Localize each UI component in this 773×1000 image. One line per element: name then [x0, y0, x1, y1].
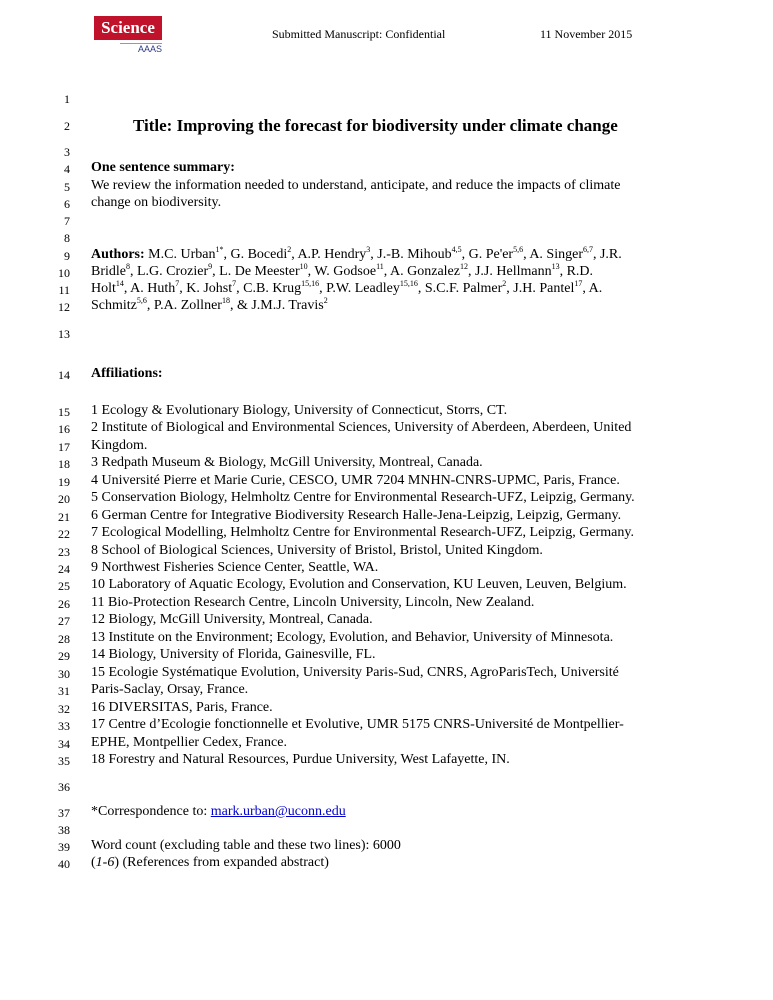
affiliation-line: Paris-Saclay, Orsay, France.: [91, 682, 249, 697]
line-number: 26: [58, 597, 70, 611]
author-affil: 5,6: [513, 245, 524, 254]
line-number: 4: [64, 162, 70, 176]
line-number: 32: [58, 702, 70, 716]
author-affil: 2: [323, 296, 328, 305]
author-affil: 18: [221, 296, 230, 305]
correspondence: [91, 804, 346, 820]
authors-line-2: [91, 264, 593, 280]
author: , S.C.F. Palmer: [417, 281, 503, 296]
line-number: 17: [58, 440, 70, 454]
affiliation-line: 9 Northwest Fisheries Science Center, Seattle, WA.: [91, 560, 379, 575]
line-number: 37: [58, 806, 70, 820]
affiliation-line: 8 School of Biological Sciences, University of Bristol, Bristol, United Kingdom.: [91, 543, 543, 558]
author: , G. Pe'er: [461, 247, 514, 262]
science-logo: [94, 16, 162, 54]
line-number: 40: [58, 857, 70, 871]
line-number: 29: [58, 649, 70, 663]
affiliation-line: 13 Institute on the Environment; Ecology, Evolution, and Behavior, University of Minnesota.: [91, 630, 614, 645]
line-number: 28: [58, 632, 70, 646]
line-number: 16: [58, 422, 70, 436]
affiliation-line: 15 Ecologie Systématique Evolution, University Paris-Sud, CNRS, AgroParisTech, Université: [91, 665, 619, 680]
affiliation-line: 3 Redpath Museum & Biology, McGill University, Montreal, Canada.: [91, 455, 483, 470]
author: Bridle: [91, 264, 126, 279]
affiliation-line: Kingdom.: [91, 438, 148, 453]
author-affil: 7: [232, 279, 237, 288]
summary-line: We review the information needed to understand, anticipate, and reduce the impacts of climate: [91, 178, 621, 193]
author: , A.P. Hendry: [291, 247, 367, 262]
line-number: 11: [58, 283, 70, 297]
line-number: 13: [58, 327, 70, 341]
author-affil: 2: [502, 279, 507, 288]
affiliation-line: 16 DIVERSITAS, Paris, France.: [91, 700, 273, 715]
author: , J.R.: [592, 247, 622, 262]
affiliation-line: 1 Ecology & Evolutionary Biology, University of Connecticut, Storrs, CT.: [91, 403, 508, 418]
affiliation-line: 18 Forestry and Natural Resources, Purdue University, West Lafayette, IN.: [91, 752, 510, 767]
line-number: 27: [58, 614, 70, 628]
author: , A. Singer: [523, 247, 583, 262]
author: , J.-B. Mihoub: [370, 247, 452, 262]
line-number: 5: [64, 180, 70, 194]
affiliations-heading: Affiliations:: [91, 366, 163, 381]
line-number: 23: [58, 545, 70, 559]
author-affil: 8: [126, 262, 130, 271]
authors-line-4: [91, 298, 328, 314]
line-number: 25: [58, 579, 70, 593]
author: , J.J. Hellmann: [467, 264, 552, 279]
author: , L. De Meester: [212, 264, 300, 279]
manuscript-label: Submitted Manuscript: Confidential: [272, 27, 446, 41]
line-number: 18: [58, 457, 70, 471]
author: , & J.M.J. Travis: [229, 298, 324, 313]
author-affil: 17: [574, 279, 583, 288]
author-affil: 1*: [215, 245, 224, 254]
authors-line-1: [91, 247, 622, 263]
references-text: ) (References from expanded abstract): [114, 855, 329, 870]
line-number: 15: [58, 405, 70, 419]
line-number: 33: [58, 719, 70, 733]
affiliation-line: 2 Institute of Biological and Environmental Sciences, University of Aberdeen, Aberdeen, United: [91, 420, 632, 435]
affiliation-line: 5 Conservation Biology, Helmholtz Centre for Environmental Research-UFZ, Leipzig, Germany.: [91, 490, 635, 505]
authors-line-3: [91, 281, 602, 297]
line-number: 35: [58, 754, 70, 768]
line-number: 14: [58, 368, 70, 382]
logo-aaas: AAAS: [120, 43, 162, 55]
author: M.C. Urban: [148, 247, 216, 262]
author: , A.: [582, 281, 603, 296]
author: , G. Bocedi: [223, 247, 288, 262]
word-count: Word count (excluding table and these two lines): 6000: [91, 838, 401, 853]
author-affil: 11: [376, 262, 384, 271]
author-affil: 9: [208, 262, 213, 271]
affiliation-line: 10 Laboratory of Aquatic Ecology, Evolution and Conservation, KU Leuven, Leuven, Belgium.: [91, 577, 627, 592]
line-number: 39: [58, 840, 70, 854]
references-note: (1-6) (References from expanded abstract): [91, 855, 329, 870]
author: , L.G. Crozier: [130, 264, 209, 279]
line-number: 38: [58, 823, 70, 837]
author: , R.D.: [559, 264, 594, 279]
author-affil: 14: [115, 279, 124, 288]
affiliation-line: 7 Ecological Modelling, Helmholtz Centre for Environmental Research-UFZ, Leipzig, Germany.: [91, 525, 634, 540]
line-number: 36: [58, 780, 70, 794]
author: , K. Johst: [179, 281, 233, 296]
authors-label: Authors:: [91, 247, 145, 262]
logo-wordmark: Science: [94, 16, 162, 40]
author-affil: 12: [459, 262, 468, 271]
line-number: 8: [64, 231, 70, 245]
line-number: 20: [58, 492, 70, 506]
page-title: Title: Improving the forecast for biodiversity under climate change: [133, 116, 618, 135]
line-number: 2: [64, 119, 70, 133]
author: , A. Gonzalez: [383, 264, 460, 279]
line-number: 19: [58, 475, 70, 489]
author-affil: 10: [299, 262, 308, 271]
header-date: 11 November 2015: [540, 27, 633, 41]
line-number: 30: [58, 667, 70, 681]
author: , A. Huth: [123, 281, 176, 296]
author: Schmitz: [91, 298, 137, 313]
author: , P.W. Leadley: [319, 281, 400, 296]
author: , J.H. Pantel: [506, 281, 575, 296]
line-number: 12: [58, 300, 70, 314]
line-number: 22: [58, 527, 70, 541]
author-affil: 13: [551, 262, 560, 271]
line-number: 7: [64, 214, 70, 228]
author-affil: 15,16: [301, 279, 320, 288]
line-number: 6: [64, 197, 70, 211]
affiliation-line: 17 Centre d’Ecologie fonctionnelle et Evolutive, UMR 5175 CNRS-Université de Montpellier-: [91, 717, 624, 732]
line-number: 9: [64, 249, 70, 263]
affiliation-line: 12 Biology, McGill University, Montreal, Canada.: [91, 612, 373, 627]
line-number: 21: [58, 510, 70, 524]
affiliation-line: 4 Université Pierre et Marie Curie, CESCO, UMR 7204 MNHN-CNRS-UPMC, Paris, France.: [91, 473, 620, 488]
author-affil: 7: [175, 279, 180, 288]
reference-range: 1-6: [95, 855, 115, 870]
author-affil: 6,7: [582, 245, 593, 254]
author-affil: 2: [287, 245, 292, 254]
affiliation-line: 11 Bio-Protection Research Centre, Lincoln University, Lincoln, New Zealand.: [91, 595, 535, 610]
summary-heading: One sentence summary:: [91, 160, 235, 175]
author-affil: 5,6: [136, 296, 147, 305]
line-number: 31: [58, 684, 70, 698]
line-number: 3: [64, 145, 70, 159]
line-number: 10: [58, 266, 70, 280]
line-number: 24: [58, 562, 70, 576]
author-affil: 3: [366, 245, 371, 254]
author: , C.B. Krug: [236, 281, 302, 296]
summary-line: change on biodiversity.: [91, 195, 222, 210]
author: , P.A. Zollner: [146, 298, 222, 313]
author-affil: 15,16: [399, 279, 418, 288]
line-number: 34: [58, 737, 70, 751]
affiliation-line: 6 German Centre for Integrative Biodiversity Research Halle-Jena-Leipzig, Leipzig, Germany.: [91, 508, 622, 523]
email-link[interactable]: mark.urban@uconn.edu: [210, 804, 346, 819]
author-affil: 4,5: [451, 245, 462, 254]
author: Holt: [91, 281, 116, 296]
affiliation-line: EPHE, Montpellier Cedex, France.: [91, 735, 287, 750]
affiliation-line: 14 Biology, University of Florida, Gainesville, FL.: [91, 647, 376, 662]
line-number: 1: [64, 92, 70, 106]
author: , W. Godsoe: [307, 264, 377, 279]
correspondence-label: *Correspondence to:: [91, 804, 211, 819]
